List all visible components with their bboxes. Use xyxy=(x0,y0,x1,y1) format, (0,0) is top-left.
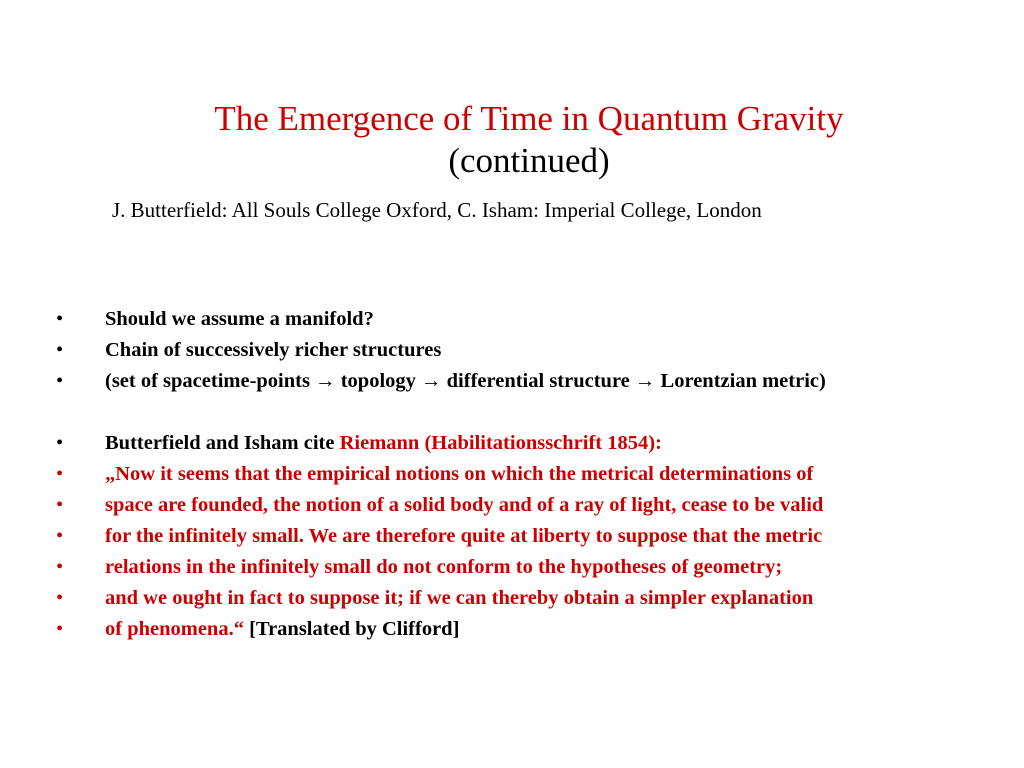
bullet-item-manifold xyxy=(0,306,1024,337)
right-arrow-icon: → xyxy=(421,370,442,392)
bullet-item-quote-6 xyxy=(0,616,1024,647)
bullet-item-riemann-cite xyxy=(0,430,1024,461)
bullet-dot-icon: • xyxy=(56,525,64,547)
title-line-continued: (continued) xyxy=(448,141,610,180)
bullet-text: Chain of successively richer structures xyxy=(105,339,442,361)
bullet-item-quote-2 xyxy=(0,492,1024,523)
chain-part-points: (set of spacetime-points xyxy=(105,370,316,392)
bullet-text: and we ought in fact to suppose it; if we can thereby obtain a simpler explanation xyxy=(105,587,814,609)
bullet-dot-icon: • xyxy=(56,494,64,516)
bullet-item-chain xyxy=(0,337,1024,368)
bullet-item-quote-3 xyxy=(0,523,1024,554)
title-line-main: The Emergence of Time in Quantum Gravity xyxy=(214,99,844,138)
translation-credit: [Translated by Clifford] xyxy=(243,618,460,640)
bullet-dot-icon: • xyxy=(56,432,64,454)
bullet-dot-icon: • xyxy=(56,339,64,361)
chain-part-differential: differential structure xyxy=(441,370,635,392)
bullet-text xyxy=(105,616,459,642)
bullet-text: for the infinitely small. We are therefore quite at liberty to suppose that the metric xyxy=(105,525,823,547)
bullet-text: space are founded, the notion of a solid body and of a ray of light, cease to be valid xyxy=(105,494,824,516)
bullet-dot-icon: • xyxy=(56,556,64,578)
bullet-text: Should we assume a manifold? xyxy=(105,308,374,330)
slide-title xyxy=(0,98,1024,182)
bullet-dot-icon: • xyxy=(56,587,64,609)
right-arrow-icon: → xyxy=(315,370,336,392)
chain-part-metric: Lorentzian metric) xyxy=(655,370,826,392)
bullet-item-quote-4 xyxy=(0,554,1024,585)
bullet-item-structure-chain xyxy=(0,368,1024,399)
quote-end: of phenomena.“ xyxy=(105,618,244,640)
bullet-list xyxy=(0,306,1024,647)
bullet-text: „Now it seems that the empirical notions on which the metrical determinations of xyxy=(105,463,814,485)
cite-intro: Butterfield and Isham cite xyxy=(105,432,340,454)
right-arrow-icon: → xyxy=(634,370,656,392)
bullet-item-quote-1 xyxy=(0,461,1024,492)
slide-subtitle-authors: J. Butterfield: All Souls College Oxford, C. Isham: Imperial College, London xyxy=(112,198,762,222)
bullet-dot-icon: • xyxy=(56,308,64,330)
bullet-text xyxy=(105,368,826,394)
bullet-text xyxy=(105,430,662,456)
chain-part-topology: topology xyxy=(335,370,422,392)
bullet-dot-icon: • xyxy=(56,370,64,392)
bullet-dot-icon: • xyxy=(56,463,64,485)
bullet-dot-icon: • xyxy=(56,618,64,640)
cite-source: Riemann (Habilitationsschrift 1854): xyxy=(339,432,662,454)
bullet-item-quote-5 xyxy=(0,585,1024,616)
bullet-text: relations in the infinitely small do not conform to the hypotheses of geometry; xyxy=(105,556,783,578)
